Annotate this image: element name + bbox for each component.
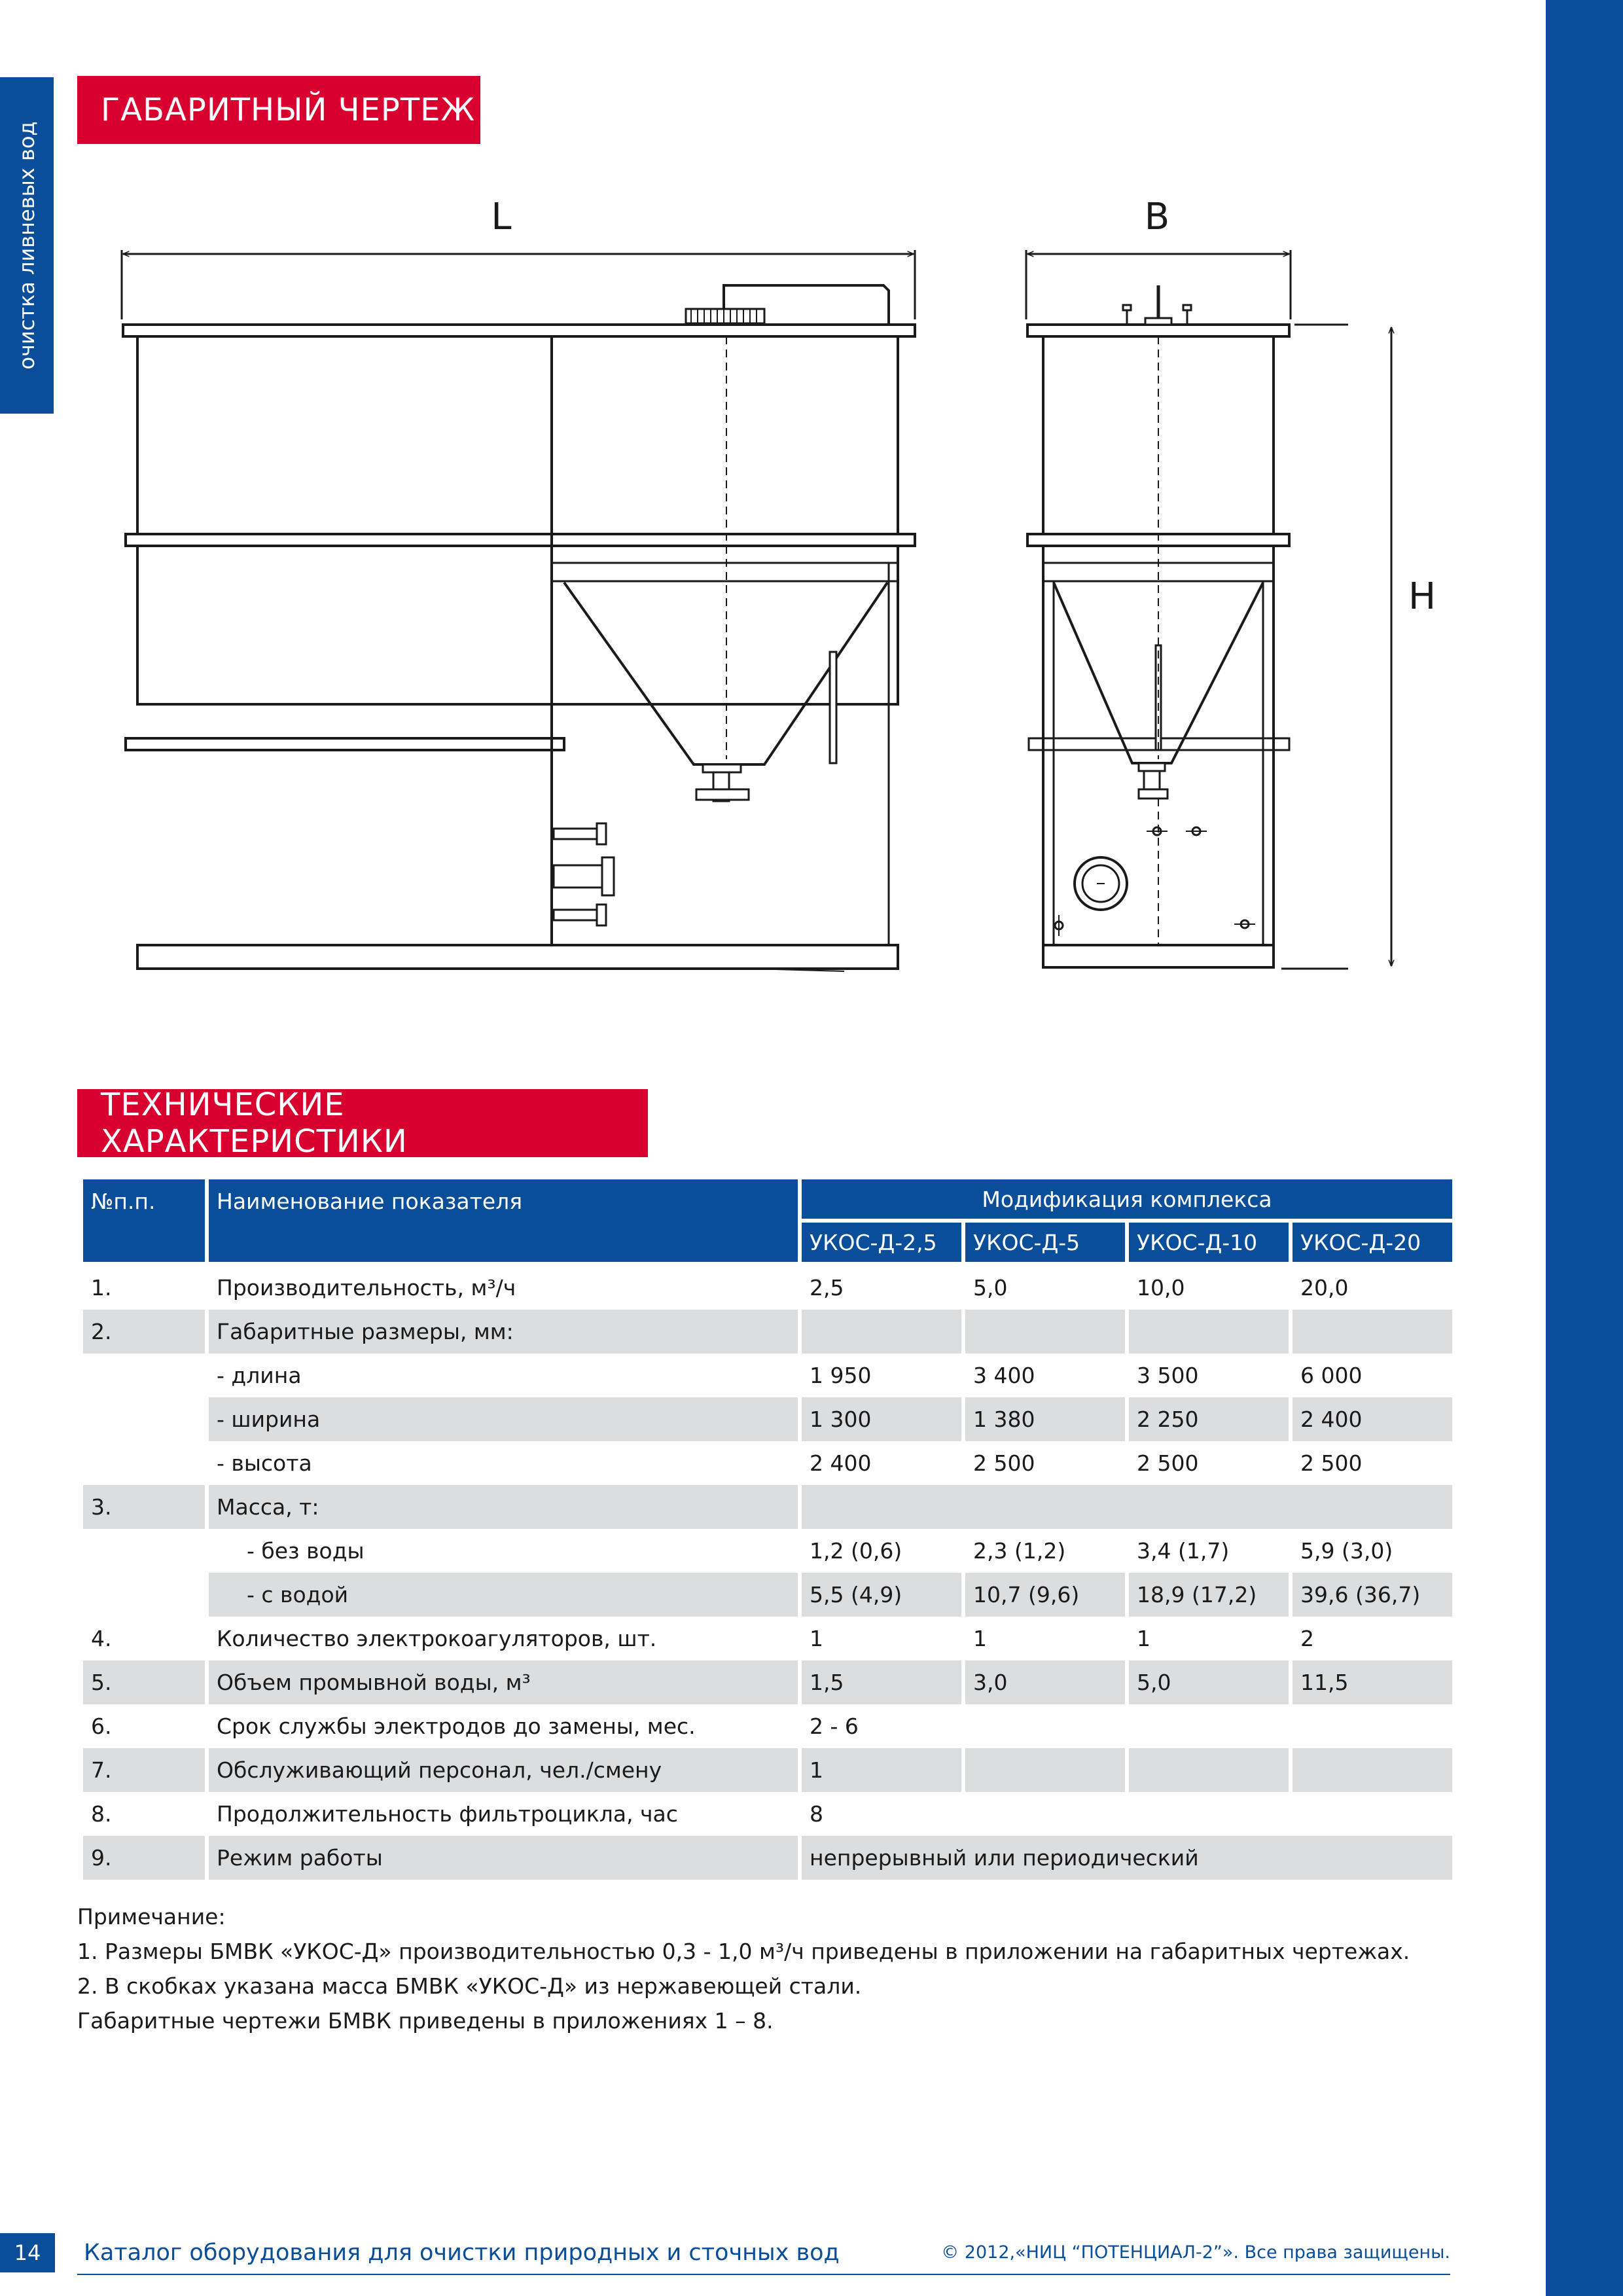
- row-number: 2.: [83, 1310, 205, 1354]
- table-row: [83, 1660, 1452, 1704]
- dimension-l-label: L: [491, 196, 512, 238]
- row-value: 2 400: [1293, 1397, 1452, 1441]
- row-value: 6 000: [1300, 1363, 1363, 1388]
- row-number: 9.: [83, 1836, 205, 1880]
- row-value: 5,9 (3,0): [1300, 1538, 1393, 1564]
- row-value: 39,6 (36,7): [1293, 1573, 1452, 1617]
- row-value: 1,5: [802, 1660, 961, 1704]
- row-value: 18,9 (17,2): [1129, 1573, 1289, 1617]
- row-name: Продолжительность фильтроцикла, час: [217, 1801, 678, 1827]
- header-modification-group: Модификация комплекса: [802, 1179, 1452, 1223]
- row-number: 1.: [91, 1275, 112, 1300]
- header-model: УКОС-Д-20: [1293, 1223, 1452, 1266]
- row-value: [802, 1310, 961, 1354]
- row-value: 3 500: [1137, 1363, 1199, 1388]
- table-row: [83, 1529, 1452, 1573]
- row-value: 5,0: [1129, 1660, 1289, 1704]
- section-side-tab-label: очистка ливневых вод: [14, 121, 39, 370]
- row-name: Масса, т:: [209, 1485, 798, 1529]
- row-value: 2 400: [810, 1450, 872, 1476]
- page-number: 14: [0, 2233, 55, 2272]
- row-value: [1129, 1310, 1289, 1354]
- specs-section-header: ТЕХНИЧЕСКИЕ ХАРАКТЕРИСТИКИ: [77, 1089, 648, 1157]
- header-number: №п.п.: [83, 1179, 205, 1266]
- table-row: [83, 1836, 1452, 1880]
- notes-title: Примечание:: [77, 1904, 226, 1929]
- table-row: [83, 1310, 1452, 1354]
- front-view: [123, 285, 915, 971]
- specifications-table: [79, 1179, 1456, 1880]
- row-name: Объем промывной воды, м³: [209, 1660, 798, 1704]
- row-value: 3 400: [973, 1363, 1035, 1388]
- dimensional-drawing: [92, 170, 1453, 1021]
- row-value: [1293, 1310, 1452, 1354]
- row-name: Обслуживающий персонал, чел./смену: [209, 1748, 798, 1792]
- row-value: 2 500: [973, 1450, 1035, 1476]
- row-value: 10,0: [1137, 1275, 1185, 1300]
- notes-block: [77, 1899, 1410, 2038]
- row-value: 1: [973, 1626, 987, 1651]
- table-row: [83, 1704, 1452, 1748]
- footer-copyright: © 2012,«НИЦ “ПОТЕНЦИАЛ-2”». Все права защищены.: [941, 2242, 1450, 2263]
- table-row: [83, 1748, 1452, 1792]
- table-row: [83, 1354, 1452, 1397]
- row-name: - высота: [217, 1450, 312, 1476]
- row-value: 10,7 (9,6): [965, 1573, 1125, 1617]
- dimension-h-line: [1281, 325, 1391, 969]
- row-number: [83, 1529, 205, 1573]
- row-value: 5,5 (4,9): [802, 1573, 961, 1617]
- row-value: 1: [810, 1626, 823, 1651]
- row-number: [83, 1441, 205, 1485]
- header-model: УКОС-Д-10: [1129, 1223, 1289, 1266]
- note-line: 2. В скобках указана масса БМВК «УКОС-Д» из нержавеющей стали.: [77, 1973, 862, 1999]
- row-number: [83, 1573, 205, 1617]
- row-name: - длина: [217, 1363, 302, 1388]
- table-row: [83, 1792, 1452, 1836]
- header-model: УКОС-Д-2,5: [802, 1223, 961, 1266]
- table-row: [83, 1617, 1452, 1660]
- header-model: УКОС-Д-5: [965, 1223, 1125, 1266]
- row-number: 5.: [83, 1660, 205, 1704]
- row-value-empty: [1293, 1748, 1452, 1792]
- row-number: 4.: [91, 1626, 112, 1651]
- row-value: [965, 1310, 1125, 1354]
- row-name: Габаритные размеры, мм:: [209, 1310, 798, 1354]
- row-value: 2 500: [1137, 1450, 1199, 1476]
- row-name: - без воды: [247, 1538, 365, 1564]
- row-value: 1: [802, 1748, 961, 1792]
- row-number: 8.: [91, 1801, 112, 1827]
- row-value-merged: 2 - 6: [810, 1713, 859, 1739]
- row-value: 1: [1137, 1626, 1150, 1651]
- row-name: Режим работы: [209, 1836, 798, 1880]
- row-value: 5,0: [973, 1275, 1008, 1300]
- row-value: 2,3 (1,2): [973, 1538, 1066, 1564]
- right-edge-bar: [1546, 0, 1623, 2296]
- row-value: 2: [1300, 1626, 1314, 1651]
- table-row: [83, 1573, 1452, 1617]
- row-value-empty: [965, 1748, 1125, 1792]
- row-number: [83, 1354, 205, 1397]
- row-value: 1,2 (0,6): [810, 1538, 902, 1564]
- row-name: - ширина: [209, 1397, 798, 1441]
- row-value: 1 380: [965, 1397, 1125, 1441]
- row-name: - с водой: [209, 1573, 798, 1617]
- row-value-empty: [1129, 1748, 1289, 1792]
- side-view: [1027, 285, 1289, 967]
- row-value: 2,5: [810, 1275, 844, 1300]
- header-parameter-name: Наименование показателя: [209, 1179, 798, 1266]
- dimension-b-label: B: [1144, 196, 1170, 238]
- row-value: 1 950: [810, 1363, 872, 1388]
- row-value-merged: непрерывный или периодический: [802, 1836, 1452, 1880]
- row-number: 6.: [91, 1713, 112, 1739]
- row-number: 7.: [83, 1748, 205, 1792]
- row-name: Производительность, м³/ч: [217, 1275, 516, 1300]
- table-row: [83, 1485, 1452, 1529]
- dimension-h-label: H: [1408, 575, 1436, 618]
- table-row: [83, 1441, 1452, 1485]
- footer-catalog-title: Каталог оборудования для очистки природных и сточных вод: [84, 2240, 840, 2266]
- row-number: 3.: [83, 1485, 205, 1529]
- row-name: Срок службы электродов до замены, мес.: [217, 1713, 696, 1739]
- note-line: Габаритные чертежи БМВК приведены в приложениях 1 – 8.: [77, 2008, 774, 2034]
- row-value: 3,4 (1,7): [1137, 1538, 1230, 1564]
- footer-divider: [77, 2274, 1450, 2275]
- row-value: 1 300: [802, 1397, 961, 1441]
- row-name: Количество электрокоагуляторов, шт.: [217, 1626, 657, 1651]
- row-value: 3,0: [965, 1660, 1125, 1704]
- row-value: 2 250: [1129, 1397, 1289, 1441]
- drawing-section-header: ГАБАРИТНЫЙ ЧЕРТЕЖ: [77, 76, 480, 144]
- row-value: 2 500: [1300, 1450, 1363, 1476]
- table-row: [83, 1266, 1452, 1310]
- note-line: 1. Размеры БМВК «УКОС-Д» производительностью 0,3 - 1,0 м³/ч приведены в приложении на габаритных чертежах.: [77, 1939, 1410, 1964]
- row-value-merged: [802, 1485, 1452, 1529]
- row-value: 20,0: [1300, 1275, 1349, 1300]
- row-number: [83, 1397, 205, 1441]
- table-row: [83, 1397, 1452, 1441]
- row-value: 11,5: [1293, 1660, 1452, 1704]
- row-value-merged: 8: [810, 1801, 823, 1827]
